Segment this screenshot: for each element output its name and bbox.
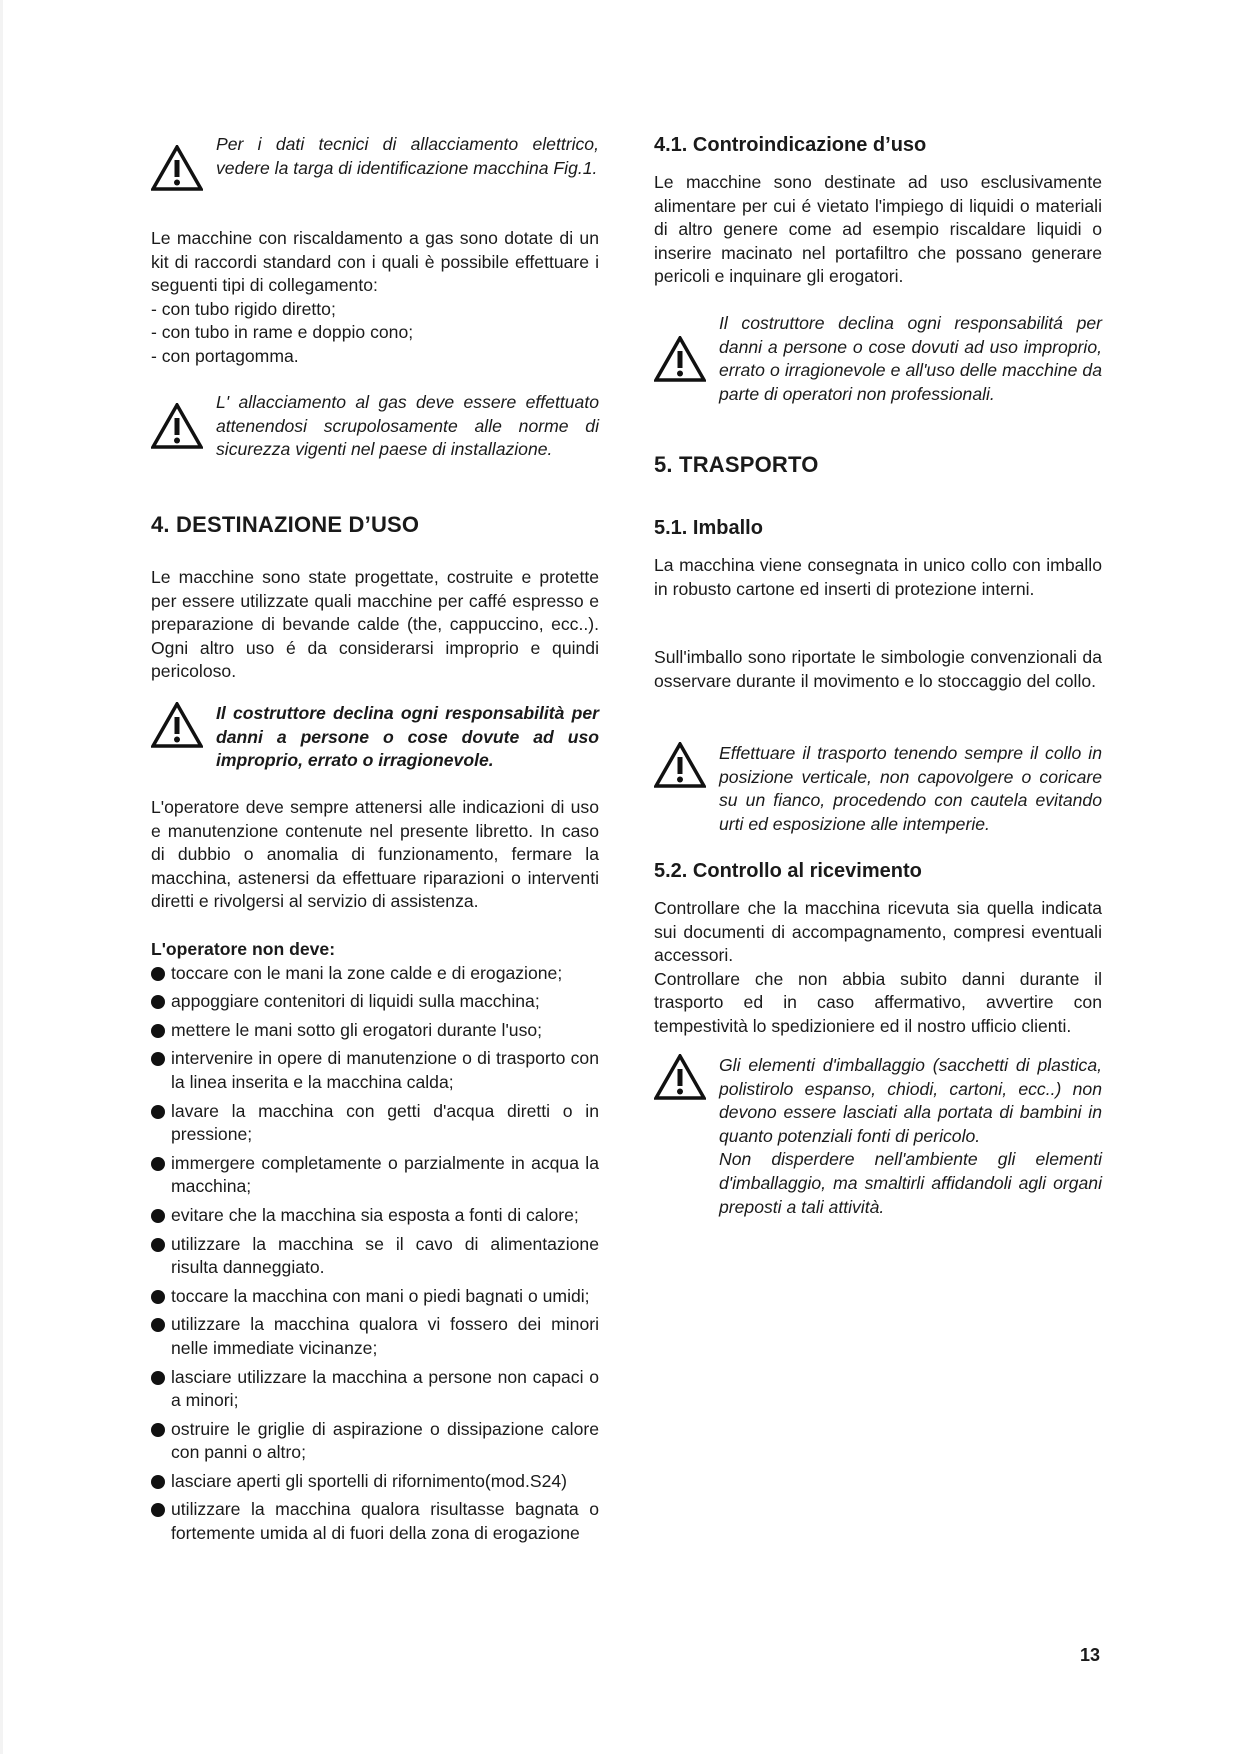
bullet-icon xyxy=(151,1052,165,1066)
list-item-text: utilizzare la macchina qualora risultasse bagnata o fortemente umida al di fuori della zona di erogazione xyxy=(171,1499,599,1544)
gas-option: - con tubo rigido diretto; xyxy=(151,298,336,319)
bullet-icon xyxy=(151,1209,165,1223)
warning-packaging xyxy=(654,1054,1102,1219)
warning-transport xyxy=(654,742,1102,836)
list-item-text: evitare che la macchina sia esposta a fonti di calore; xyxy=(171,1204,579,1225)
warning-text: Il costruttore declina ogni responsabilitá per danni a persone o cose dovuti ad uso improprio, errato o irragionevole e all'uso delle macchine da parte di operatori non professionali. xyxy=(719,313,1102,404)
warning-gas xyxy=(151,391,599,462)
section-4-paragraph: Le macchine sono state progettate, costruite e protette per essere utilizzate quali macchine per caffé espresso e preparazione di bevande calde (the, cappuccino, ecc..). Ogni altro uso é da considerarsi improprio e quindi pericoloso. xyxy=(151,567,599,682)
list-item xyxy=(151,1047,599,1094)
list-item-text: toccare la macchina con mani o piedi bagnati o umidi; xyxy=(171,1285,590,1306)
bullet-icon xyxy=(151,1423,165,1437)
list-item xyxy=(151,1418,599,1465)
list-item xyxy=(151,1366,599,1413)
list-item xyxy=(151,1204,599,1228)
list-item xyxy=(151,962,599,986)
bullet-icon xyxy=(151,1157,165,1171)
list-item-text: toccare con le mani la zone calde e di erogazione; xyxy=(171,962,563,983)
section-5-1-title: 5.1. Imballo xyxy=(654,517,763,539)
warning-text: Il costruttore declina ogni responsabilità per danni a persone o cose dovute ad uso improprio, errato o irragionevole. xyxy=(216,703,599,771)
list-item xyxy=(151,1470,599,1494)
warning-professional-use xyxy=(654,312,1102,406)
warning-electrical xyxy=(151,133,599,180)
warning-triangle-icon xyxy=(151,702,203,748)
list-item-text: utilizzare la macchina qualora vi fossero dei minori nelle immediate vicinanze; xyxy=(171,1314,599,1358)
list-item xyxy=(151,990,599,1014)
warning-text: L' allacciamento al gas deve essere effettuato attenendosi scrupolosamente alle norme di sicurezza vigenti nel paese di installazione. xyxy=(216,392,599,460)
bullet-icon xyxy=(151,1238,165,1252)
section-5-1-paragraph-2: Sull'imballo sono riportate le simbologie convenzionali da osservare durante il movimento e lo stoccaggio del collo. xyxy=(654,647,1102,691)
page-number: 13 xyxy=(1080,1645,1101,1665)
warning-triangle-icon xyxy=(654,336,706,382)
bullet-icon xyxy=(151,1503,165,1517)
gas-option: - con portagomma. xyxy=(151,345,299,366)
list-item-text: lasciare aperti gli sportelli di rifornimento(mod.S24) xyxy=(171,1470,568,1491)
warning-triangle-icon xyxy=(654,742,706,788)
scan-edge xyxy=(0,0,3,1754)
bullet-icon xyxy=(151,1105,165,1119)
list-item-text: mettere le mani sotto gli erogatori durante l'uso; xyxy=(171,1019,543,1040)
section-5-2-paragraph xyxy=(654,897,1102,1039)
warning-triangle-icon xyxy=(654,1054,706,1100)
bullet-icon xyxy=(151,995,165,1009)
bullet-list xyxy=(151,962,599,1546)
list-item-text: appoggiare contenitori di liquidi sulla macchina; xyxy=(171,991,540,1012)
warning-liability xyxy=(151,702,599,773)
bullet-icon xyxy=(151,967,165,981)
section-5-1-paragraph-1: La macchina viene consegnata in unico collo con imballo in robusto cartone ed inserti di protezione interni. xyxy=(654,555,1102,599)
section-4-1-paragraph: Le macchine sono destinate ad uso esclusivamente alimentare per cui é vietato l'impiego di liquidi o materiali di altro genere come ad esempio riscaldare liquidi o inserire macinato nel portafiltro che possano generare pericoli e inquinare gli erogatori. xyxy=(654,172,1102,287)
bullet-icon xyxy=(151,1475,165,1489)
list-item xyxy=(151,1100,599,1147)
warning-triangle-icon xyxy=(151,403,203,449)
list-item-text: lasciare utilizzare la macchina a persone non capaci o a minori; xyxy=(171,1366,599,1411)
warning-line: Non disperdere nell'ambiente gli elementi d'imballaggio, ma smaltirli affidandoli agli organi preposti a tali attività. xyxy=(719,1149,1102,1217)
warning-text xyxy=(719,1054,1102,1219)
section-4-1-title: 4.1. Controindicazione d’uso xyxy=(654,134,927,156)
section-5-title: 5. TRASPORTO xyxy=(654,452,819,477)
operator-not-label: L'operatore non deve: xyxy=(151,939,336,959)
list-item-text: ostruire le griglie di aspirazione o dissipazione calore con panni o altro; xyxy=(171,1418,599,1463)
section-5-2-title: 5.2. Controllo al ricevimento xyxy=(654,860,922,882)
operator-paragraph: L'operatore deve sempre attenersi alle indicazioni di uso e manutenzione contenute nel presente libretto. In caso di dubbio o anomalia di funzionamento, fermare la macchina, astenersi da effettuare riparazioni o interventi diretti e rivolgersi al servizio di assistenza. xyxy=(151,797,599,912)
gas-connection-paragraph xyxy=(151,227,599,369)
warning-text: Effettuare il trasporto tenendo sempre il collo in posizione verticale, non capovolgere o coricare su un fianco, procedendo con cautela evitando urti ed esposizione alle intemperie. xyxy=(719,743,1102,834)
warning-text: Per i dati tecnici di allacciamento elettrico, vedere la targa di identificazione macchina Fig.1. xyxy=(216,134,599,178)
warning-line: Gli elementi d'imballaggio (sacchetti di plastica, polistirolo espanso, chiodi, cartoni, ecc..) non devono essere lasciati alla portata di bambini in quanto potenziali fonti di pericolo. xyxy=(719,1055,1102,1146)
list-item xyxy=(151,1498,599,1545)
list-item-text: utilizzare la macchina se il cavo di alimentazione risulta danneggiato. xyxy=(171,1233,599,1278)
operator-not-list xyxy=(151,938,599,1551)
warning-triangle-icon xyxy=(151,145,203,191)
list-item xyxy=(151,1313,599,1360)
bullet-icon xyxy=(151,1290,165,1304)
bullet-icon xyxy=(151,1371,165,1385)
list-item xyxy=(151,1233,599,1280)
list-item xyxy=(151,1285,599,1309)
paragraph-line: Controllare che non abbia subito danni durante il trasporto ed in caso affermativo, avvertire con tempestività lo spedizioniere ed il nostro ufficio clienti. xyxy=(654,968,1102,1036)
list-item-text: immergere completamente o parzialmente in acqua la macchina; xyxy=(171,1152,599,1197)
list-item-text: lavare la macchina con getti d'acqua diretti o in pressione; xyxy=(171,1100,599,1145)
paragraph-line: Controllare che la macchina ricevuta sia quella indicata sui documenti di accompagnamento, compresi eventuali accessori. xyxy=(654,898,1102,966)
gas-option: - con tubo in rame e doppio cono; xyxy=(151,322,414,343)
list-item xyxy=(151,1019,599,1043)
section-4-title: 4. DESTINAZIONE D’USO xyxy=(151,512,420,537)
gas-intro: Le macchine con riscaldamento a gas sono dotate di un kit di raccordi standard con i quali è possibile effettuare i seguenti tipi di collegamento: xyxy=(151,228,599,296)
list-item-text: intervenire in opere di manutenzione o di trasporto con la linea inserita e la macchina calda; xyxy=(171,1048,599,1092)
list-item xyxy=(151,1152,599,1199)
bullet-icon xyxy=(151,1318,165,1332)
bullet-icon xyxy=(151,1024,165,1038)
